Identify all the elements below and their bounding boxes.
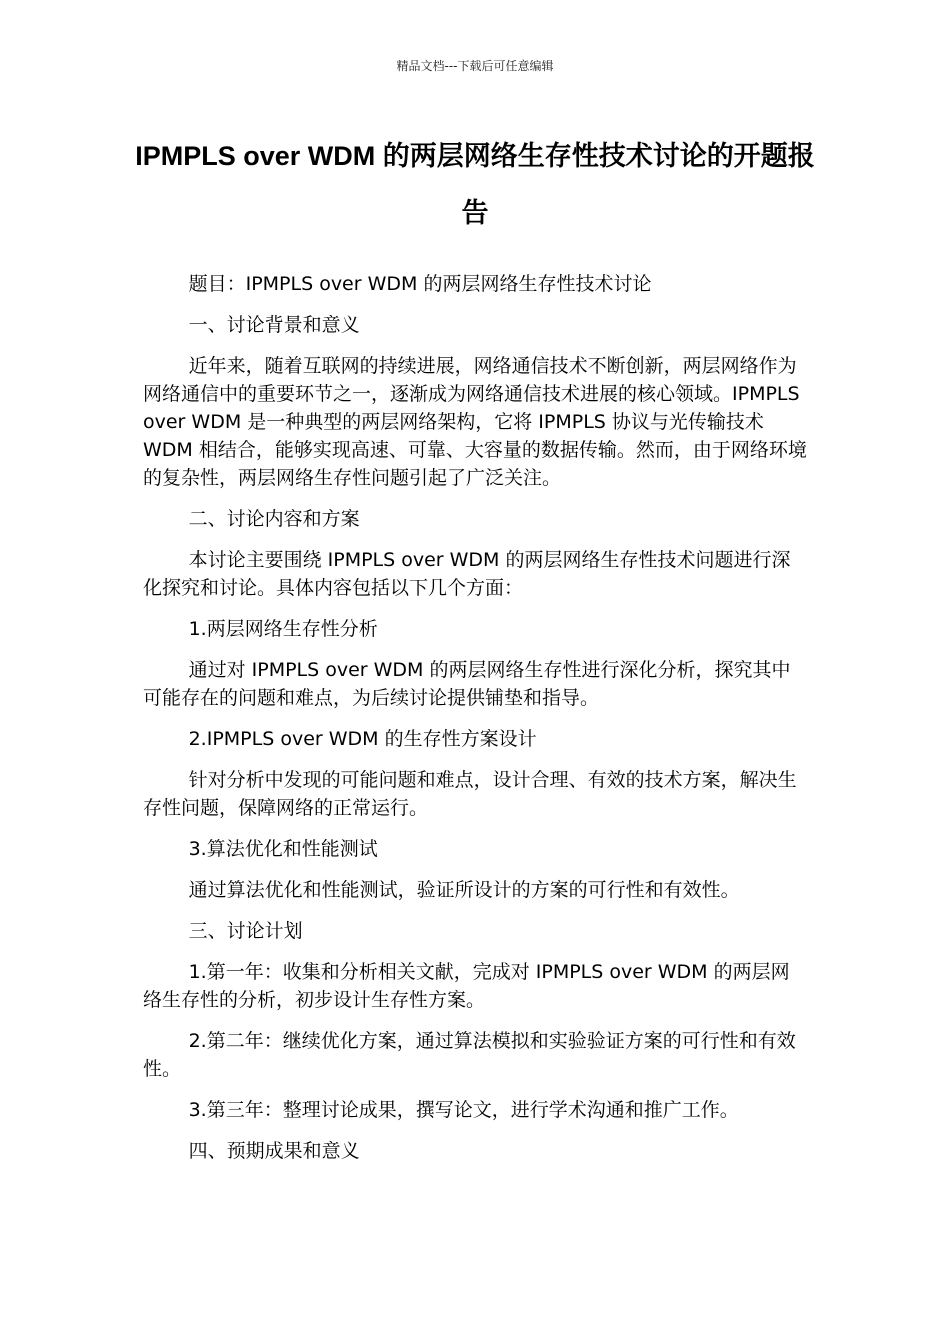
subheading-design: 2.IPMPLS over WDM 的生存性方案设计	[188, 728, 537, 750]
page-header: 精品文档---下载后可任意编辑	[396, 59, 554, 73]
design-paragraph: 针对分析中发现的可能问题和难点，设计合理、有效的技术方案，解决生存性问题，保障网络的正常运行。	[143, 769, 797, 819]
section-heading-outcomes: 四、预期成果和意义	[188, 1140, 360, 1162]
document-body	[143, 270, 807, 1178]
document-title: IPMPLS over WDM 的两层网络生存性技术讨论的开题报告	[135, 141, 815, 228]
analysis-paragraph: 通过对 IPMPLS over WDM 的两层网络生存性进行深化分析，探究其中可能存在的问题和难点，为后续讨论提供铺垫和指导。	[143, 659, 791, 709]
subheading-analysis: 1.两层网络生存性分析	[188, 618, 378, 640]
section-heading-content: 二、讨论内容和方案	[188, 508, 360, 530]
background-paragraph: 近年来，随着互联网的持续进展，网络通信技术不断创新，两层网络作为网络通信中的重要环节之一，逐渐成为网络通信技术进展的核心领域。IPMPLS over WDM 是一种典型的两层网络架构，它将 IPMPLS 协议与光传输技术 WDM 相结合，能够实现高速、可靠、大容量的数据传输。然而，由于网络环境的复杂性，两层网络生存性问题引起了广泛关注。	[143, 355, 807, 489]
content-intro-paragraph: 本讨论主要围绕 IPMPLS over WDM 的两层网络生存性技术问题进行深化探究和讨论。具体内容包括以下几个方面：	[143, 549, 791, 599]
plan-year-one: 1.第一年：收集和分析相关文献，完成对 IPMPLS over WDM 的两层网络生存性的分析，初步设计生存性方案。	[143, 961, 790, 1011]
topic-line: 题目：IPMPLS over WDM 的两层网络生存性技术讨论	[188, 273, 652, 295]
section-heading-background: 一、讨论背景和意义	[188, 314, 360, 336]
plan-year-three: 3.第三年：整理讨论成果，撰写论文，进行学术沟通和推广工作。	[188, 1099, 739, 1121]
optimization-paragraph: 通过算法优化和性能测试，验证所设计的方案的可行性和有效性。	[188, 879, 740, 901]
section-heading-plan: 三、讨论计划	[188, 920, 303, 942]
subheading-optimization: 3.算法优化和性能测试	[188, 838, 378, 860]
plan-year-two: 2.第二年：继续优化方案，通过算法模拟和实验验证方案的可行性和有效性。	[143, 1030, 796, 1080]
